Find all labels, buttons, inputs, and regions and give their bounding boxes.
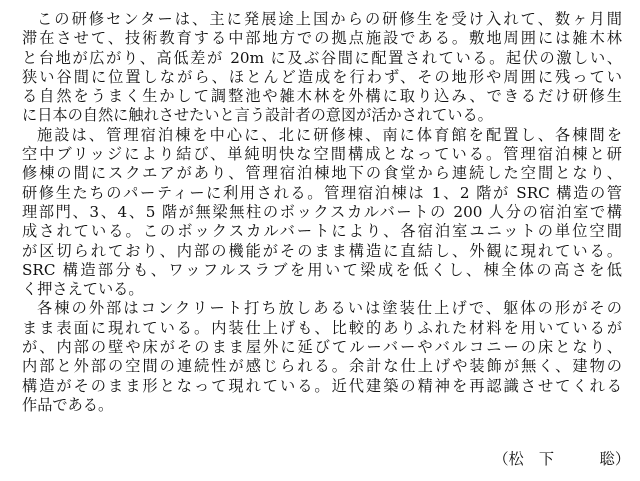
paragraph-3 (22, 299, 622, 415)
text-line: 作品である。 (22, 395, 114, 414)
text-line: 各棟の外部はコンクリート打ち放しあるいは塗装仕上げで、躯体の形がその (37, 299, 622, 318)
text-line: 空中ブリッジにより結び、単純明快な空間構成となっている。管理宿泊棟と研 (22, 145, 622, 164)
text-line: が区切られており、内部の機能がそのまま構造に直結し、外観に現れている。 (22, 241, 622, 260)
text-line: SRC 構造部分も、ワッフルスラブを用いて梁成を低くし、棟全体の高さを低 (22, 260, 622, 279)
text-line: まま表面に現れている。内装仕上げも、比較的ありふれた材料を用いているが (22, 318, 622, 337)
text-line: 研修生たちのパーティーに利用される。管理宿泊棟は 1、2 階が SRC 構造の管 (22, 183, 622, 202)
text-line: 狭い谷間に位置しながら、ほとんど造成を行わず、その地形や周囲に残ってい (22, 67, 622, 86)
paragraph-1 (22, 10, 622, 126)
text-line: が、内部の壁や床がそのまま屋外に延びてルーバーやバルコニーの床となり、 (22, 338, 622, 357)
text-line: く押さえている。 (22, 280, 144, 299)
author-credit: （松 下 聡） (493, 450, 630, 468)
text-line: る自然をうまく生かして調整池や雑木林を外構に取り込み、できるだけ研修生 (22, 87, 622, 106)
text-line: 成されている。このボックスカルバートにより、各宿泊室ユニットの単位空間 (22, 222, 622, 241)
text-line: 構造がそのまま形となって現れている。近代建築の精神を再認識させてくれる (22, 376, 622, 395)
text-line: 滞在させて、技術教育する中部地方での拠点施設である。敷地周囲には雑木林 (22, 29, 622, 48)
text-line: に日本の自然に触れさせたいと言う設計者の意図が活かされている。 (22, 106, 493, 125)
text-line: 理部門、3、4、5 階が無梁無柱のボックスカルバートの 200 人分の宿泊室で構 (22, 202, 622, 221)
paragraph-2 (22, 126, 622, 300)
text-line: 修棟の間にスクエアがあり、管理宿泊棟地下の食堂から連続した空間となり、 (22, 164, 622, 183)
text-line: この研修センターは、主に発展途上国からの研修生を受け入れて、数ヶ月間 (37, 10, 622, 28)
article-body (22, 10, 622, 415)
text-line: 施設は、管理宿泊棟を中心に、北に研修棟、南に体育館を配置し、各棟間を (37, 125, 622, 144)
text-line: と台地が広がり、高低差が 20m に及ぶ谷間に配置されている。起伏の激しい、 (22, 48, 622, 67)
text-line: 内部と外部の空間の連続性が感じられる。余計な仕上げや装飾が無く、建物の (22, 357, 622, 376)
